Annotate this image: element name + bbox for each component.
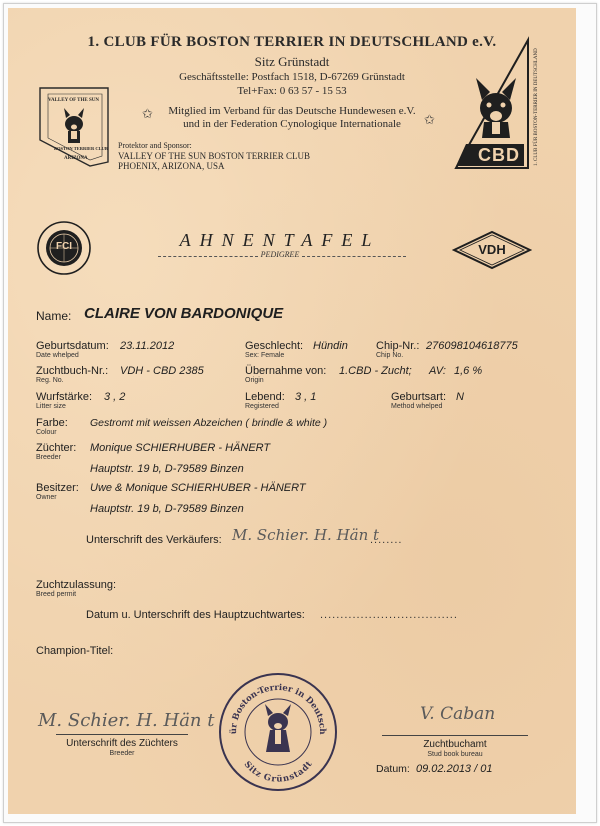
- av-value: 1,6 %: [454, 365, 483, 377]
- membership-line2: und in der Federation Cynologique Internationale: [183, 118, 401, 130]
- litter-sub: Litter size: [36, 403, 66, 410]
- valley-of-the-sun-logo: [34, 84, 114, 170]
- seller-signature-label: Unterschrift des Verkäufers:: [86, 534, 222, 546]
- colour-sub: Colour: [36, 429, 57, 436]
- pedigree-subtitle: PEDIGREE: [260, 250, 300, 259]
- breeder-address: Hauptstr. 19 b, D-79589 Binzen: [90, 463, 244, 475]
- seller-signature: M. Schier. H. Hän t: [232, 526, 380, 544]
- stud-value: VDH - CBD 2385: [120, 365, 204, 377]
- chip-sub: Chip No.: [376, 352, 404, 359]
- breeder-signature-sub: Breeder: [109, 750, 135, 757]
- club-name: 1. CLUB FÜR BOSTON TERRIER IN DEUTSCHLAND e.V.: [87, 34, 497, 50]
- title-rule-left: [158, 256, 258, 257]
- club-seal: [216, 670, 340, 794]
- boston-terrier-icon: [64, 108, 84, 143]
- bureau-signature-line: [382, 735, 528, 736]
- bureau-label: Zuchtbuchamt: [423, 739, 487, 750]
- left-logo-bottom-text: ARIZONA: [64, 156, 88, 161]
- club-office: Geschäftsstelle: Postfach 1518, D-67269 Grünstadt: [179, 71, 405, 83]
- birth-sub: Date whelped: [36, 352, 79, 359]
- litter-label: Wurfstärke:: [36, 391, 93, 403]
- cbd-logo: [452, 34, 560, 172]
- alive-sub: Registered: [245, 403, 279, 410]
- vdh-logo-text: VDH: [478, 242, 506, 257]
- club-phone: Tel+Fax: 0 63 57 - 15 53: [237, 85, 347, 97]
- sponsor-name: VALLEY OF THE SUN BOSTON TERRIER CLUB: [118, 151, 311, 161]
- alive-value: 3 , 1: [295, 391, 317, 403]
- warden-dots: ..................................: [320, 609, 458, 621]
- colour-value: Gestromt mit weissen Abzeichen ( brindle & white ): [90, 417, 328, 429]
- sex-sub: Sex: Female: [245, 352, 285, 359]
- breeder-sub: Breeder: [36, 454, 61, 461]
- breed-permit-sub: Breed permit: [36, 591, 77, 598]
- vdh-logo: [452, 230, 532, 270]
- seller-signature-dots: ........: [370, 534, 403, 546]
- pedigree-title: AHNENTAFEL: [179, 230, 381, 250]
- origin-value: 1.CBD - Zucht;: [339, 365, 412, 377]
- bureau-signature: V. Caban: [420, 704, 496, 724]
- sponsor-label: Protektor and Sponsor:: [118, 141, 192, 150]
- membership-line1: Mitglied im Verband für das Deutsche Hundewesen e.V.: [168, 105, 416, 117]
- star-icon: ✩: [424, 112, 435, 127]
- club-seat: Sitz Grünstadt: [254, 54, 330, 69]
- litter-value: 3 , 2: [104, 391, 126, 403]
- birth-value: 23.11.2012: [120, 340, 175, 352]
- cbd-logo-text: CBD: [478, 145, 520, 165]
- sex-value: Hündin: [313, 340, 348, 352]
- bureau-sub: Stud book bureau: [427, 751, 483, 758]
- seal-ring-bottom: Sitz Grünstadt: [241, 759, 315, 785]
- av-label: AV:: [429, 365, 446, 377]
- chip-value: 276098104618775: [426, 340, 518, 352]
- fci-logo: [36, 220, 92, 276]
- left-logo-top-text: VALLEY OF THE SUN: [48, 98, 99, 103]
- breed-permit-label: Zuchtzulassung:: [36, 579, 117, 591]
- alive-label: Lebend:: [245, 391, 285, 403]
- cbd-logo-side-text: 1. CLUB FÜR BOSTON-TERRIER IN DEUTSCHLAND: [534, 48, 539, 166]
- fci-logo-text: FCI: [55, 241, 73, 252]
- chip-label: Chip-Nr.:: [376, 340, 420, 352]
- breeder-signature-label: Unterschrift des Züchters: [66, 738, 178, 749]
- date-label: Datum:: [376, 763, 410, 775]
- champion-label: Champion-Titel:: [36, 645, 114, 657]
- title-rule-right: [302, 256, 406, 257]
- dog-name: CLAIRE VON BARDONIQUE: [84, 305, 284, 322]
- origin-label: Übernahme von:: [245, 365, 327, 377]
- seal-ring-top: ür Boston-Terrier in Deutsch: [228, 682, 328, 735]
- sponsor-location: PHOENIX, ARIZONA, USA: [118, 161, 225, 171]
- left-logo-middle-text: BOSTON TERRIER CLUB: [54, 146, 108, 151]
- breeder-name: Monique SCHIERHUBER - HÄNERT: [90, 442, 271, 454]
- breeder-signature-line: [56, 734, 188, 735]
- method-value: N: [456, 391, 464, 403]
- colour-label: Farbe:: [36, 417, 68, 429]
- stud-sub: Reg. No.: [36, 377, 64, 384]
- method-label: Geburtsart:: [391, 391, 447, 403]
- sex-label: Geschlecht:: [245, 340, 304, 352]
- svg-text:Sitz Grünstadt: [242, 760, 315, 785]
- owner-sub: Owner: [36, 494, 57, 501]
- birth-label: Geburtsdatum:: [36, 340, 109, 352]
- owner-label: Besitzer:: [36, 482, 79, 494]
- star-icon: ✩: [142, 106, 153, 121]
- date-value: 09.02.2013 / 01: [416, 763, 493, 775]
- name-label: Name:: [36, 309, 72, 323]
- warden-label: Datum u. Unterschrift des Hauptzuchtwartes:: [86, 609, 305, 621]
- stud-label: Zuchtbuch-Nr.:: [36, 365, 109, 377]
- boston-terrier-icon: [265, 704, 291, 752]
- owner-address: Hauptstr. 19 b, D-79589 Binzen: [90, 503, 244, 515]
- owner-name: Uwe & Monique SCHIERHUBER - HÄNERT: [90, 482, 306, 494]
- boston-terrier-icon: [476, 78, 516, 138]
- breeder-label: Züchter:: [36, 442, 77, 454]
- breeder-signature: M. Schier. H. Hän t: [38, 710, 215, 731]
- pedigree-paper: [8, 8, 576, 814]
- origin-sub: Origin: [245, 377, 264, 384]
- method-sub: Method whelped: [391, 403, 443, 410]
